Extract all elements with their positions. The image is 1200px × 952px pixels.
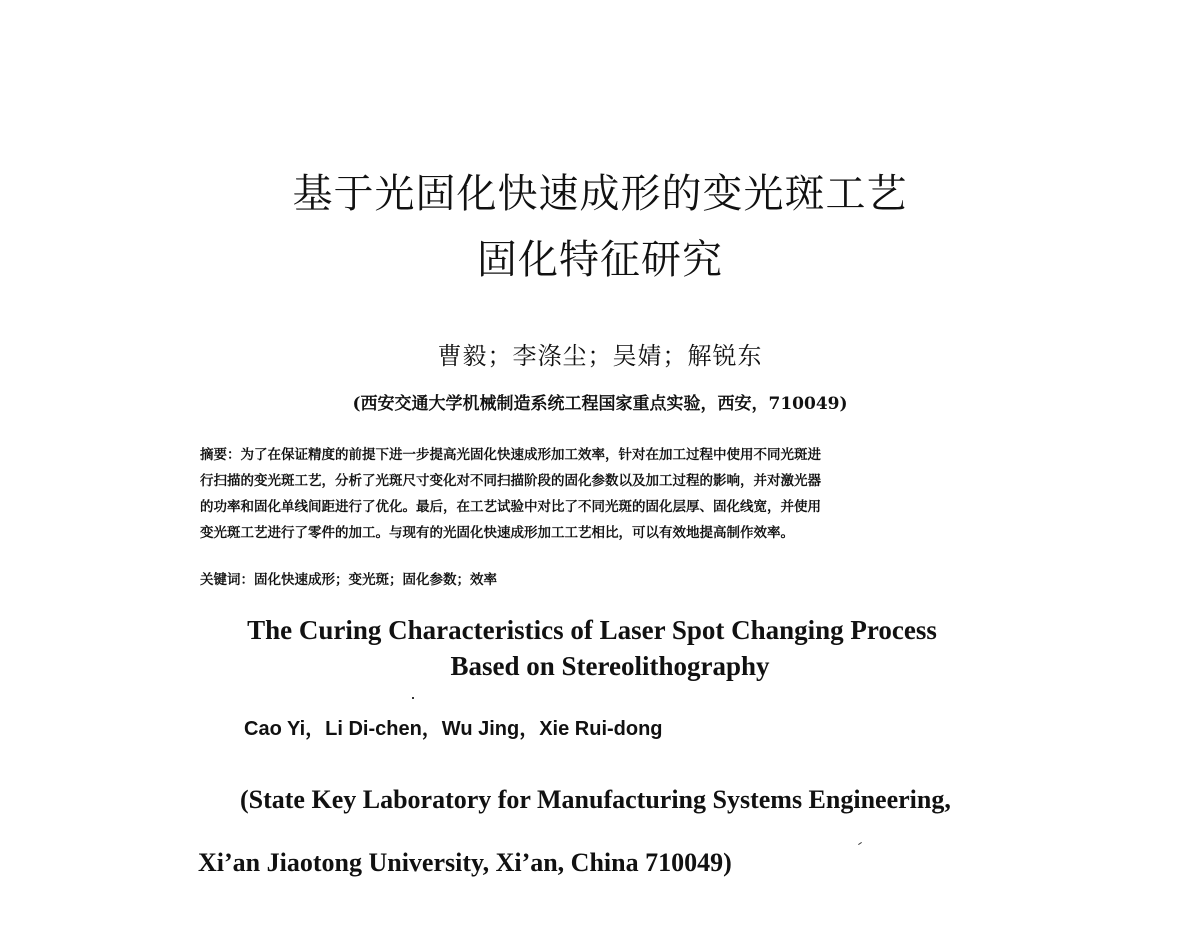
english-affiliation-line-2: Xi’an Jiaotong University, Xi’an, China 710049) xyxy=(198,848,732,877)
chinese-authors: 曹毅；李涤尘；吴婧；解锐东 xyxy=(437,342,763,370)
english-affiliation-line-1: (State Key Laboratory for Manufacturing Systems Engineering, xyxy=(240,785,951,814)
chinese-affiliation: (西安交通大学机械制造系统工程国家重点实验，西安，710049) xyxy=(352,394,848,414)
scan-speck xyxy=(412,697,414,699)
keywords-text: 固化快速成形；变光斑；固化参数；效率 xyxy=(254,572,497,588)
abstract-line-2: 行扫描的变光斑工艺，分析了光斑尺寸变化对不同扫描阶段的固化参数以及加工过程的影响，并对激光器 xyxy=(200,473,821,489)
abstract-line-3: 的功率和固化单线间距进行了优化。最后，在工艺试验中对比了不同光斑的固化层厚、固化线宽，并使用 xyxy=(200,499,821,515)
abstract-line-1 xyxy=(200,442,1008,468)
abstract-line-4: 变光斑工艺进行了零件的加工。与现有的光固化快速成形加工工艺相比，可以有效地提高制作效率。 xyxy=(200,525,794,541)
keywords-label: 关键词： xyxy=(200,572,254,588)
chinese-abstract xyxy=(200,442,1008,546)
english-title-line-1: The Curing Characteristics of Laser Spot Changing Process xyxy=(247,615,937,645)
scan-speck-2 xyxy=(858,842,862,845)
english-title-line-2: Based on Stereolithography xyxy=(450,651,770,681)
abstract-label: 摘要： xyxy=(200,447,241,463)
chinese-keywords xyxy=(200,568,1000,588)
english-authors: Cao Yi，Li Di-chen，Wu Jing，Xie Rui-dong xyxy=(244,718,663,740)
abstract-text-1: 为了在保证精度的前提下进一步提高光固化快速成形加工效率，针对在加工过程中使用不同光斑进 xyxy=(240,447,821,463)
chinese-title-line-2: 固化特征研究 xyxy=(477,237,723,283)
chinese-title-line-1: 基于光固化快速成形的变光斑工艺 xyxy=(292,171,908,217)
